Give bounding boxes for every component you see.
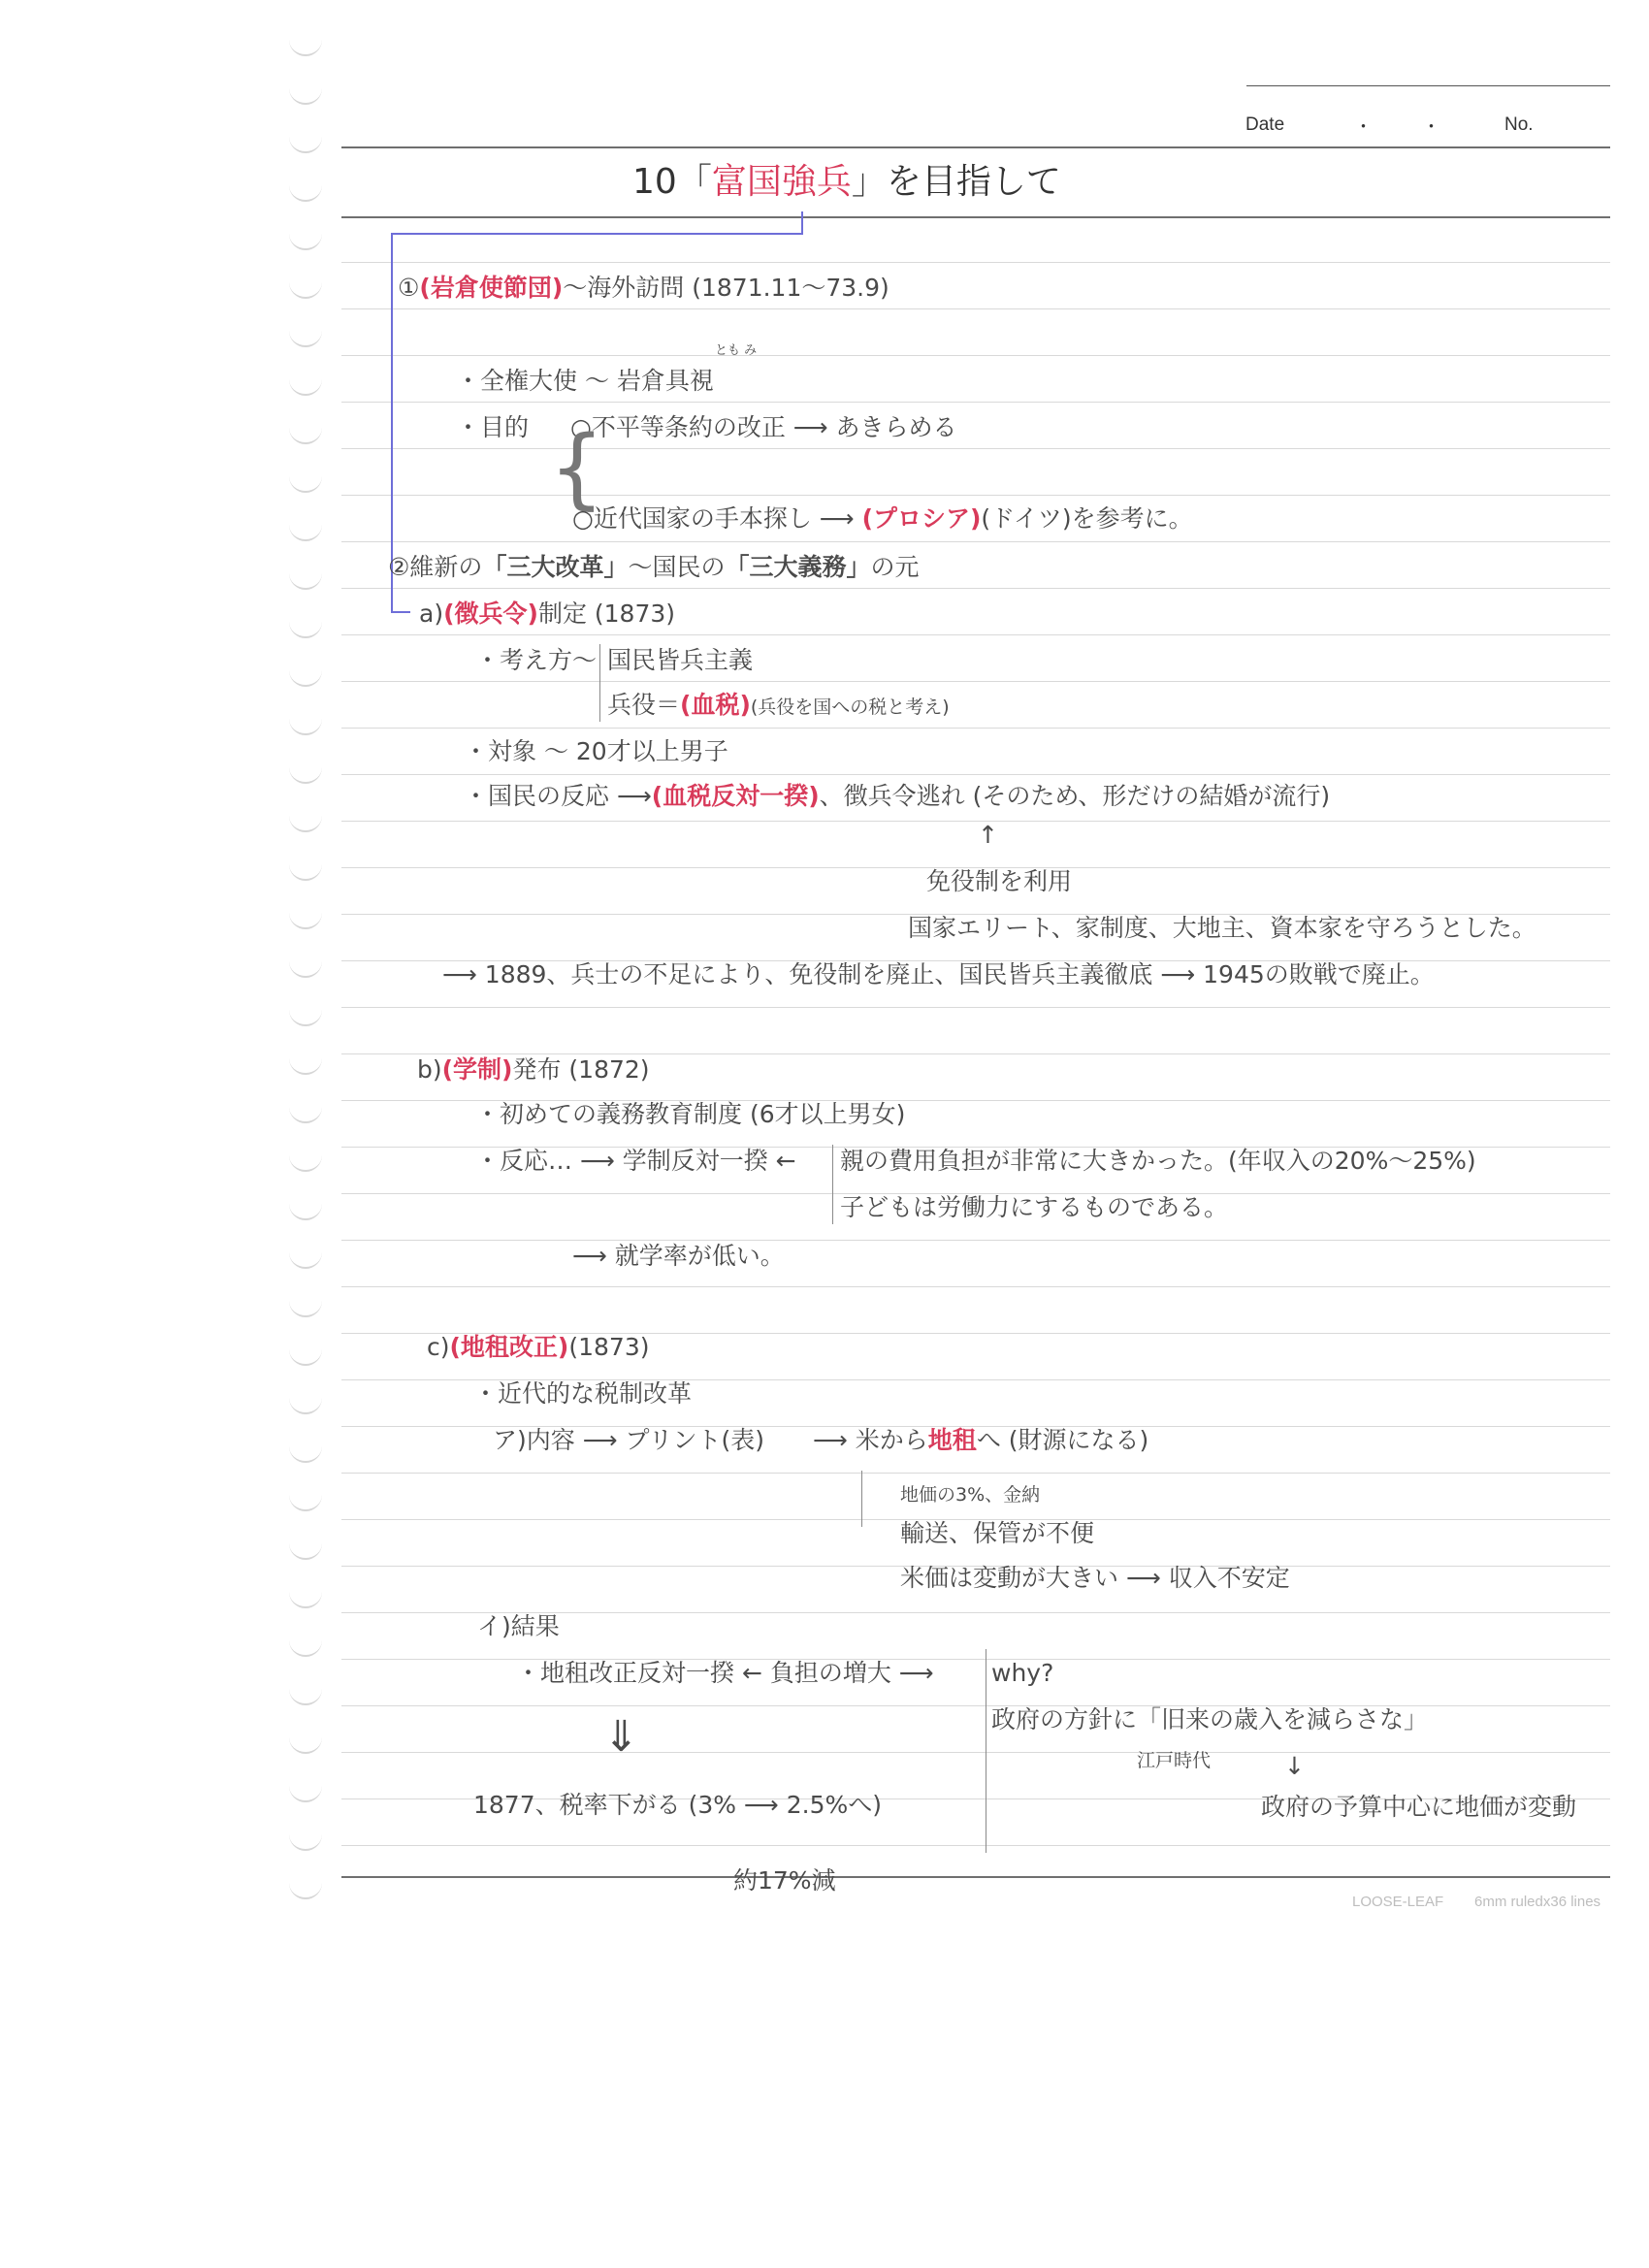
ruled-line: [341, 1240, 1610, 1241]
transport-note: 輸送、保管が不便: [900, 1519, 1095, 1547]
section-marker: ①: [398, 274, 420, 302]
binder-hole: [289, 764, 322, 784]
ruled-line: [341, 1752, 1610, 1753]
binder-hole: [289, 813, 322, 832]
ruled-line: [341, 308, 1610, 309]
bracket-line: [832, 1145, 833, 1224]
down-double-arrow: ⇓: [603, 1712, 639, 1762]
footer-brand: LOOSE-LEAF: [1352, 1894, 1444, 1910]
binder-hole: [289, 1249, 322, 1269]
heading-text: の元: [870, 553, 920, 581]
result-label: イ)結果: [477, 1612, 560, 1640]
policy-line: 政府の方針に「旧来の歳入を減らさな」: [991, 1705, 1429, 1733]
modern-tax-line: ・近代的な税制改革: [473, 1379, 693, 1408]
binder-hole: [289, 861, 322, 881]
title-number: 10: [632, 162, 677, 202]
envoy-line: ・全権大使 ～ 岩倉具視: [456, 367, 714, 395]
binder-hole: [289, 1201, 322, 1220]
idea-text: (兵役を国への税と考え): [750, 697, 950, 718]
highlight-term: 地租: [927, 1426, 977, 1454]
ruled-line: [341, 1007, 1610, 1008]
section-marker: ②: [388, 553, 410, 581]
binder-hole: [289, 1104, 322, 1123]
binder-hole: [289, 910, 322, 929]
binder-hole: [289, 279, 322, 299]
up-arrow: ↑: [978, 821, 998, 849]
binder-hole: [289, 85, 322, 105]
highlight-term: (岩倉使節団): [419, 274, 564, 302]
bracket-top: [391, 233, 803, 235]
revolt-line: ・地租改正反対一揆 ← 負担の増大 ⟶: [516, 1659, 934, 1687]
exemption-note: 国家エリート、家制度、大地主、資本家を守ろうとした。: [908, 914, 1536, 942]
heading-rest: 発布 (1872): [512, 1055, 650, 1084]
edo-period: 江戸時代: [1137, 1750, 1212, 1771]
highlight-term: (学制): [441, 1055, 513, 1084]
section-marker: a): [419, 599, 444, 628]
purpose-text: (ドイツ)を参考に。: [981, 504, 1193, 533]
binder-hole: [289, 1055, 322, 1075]
binder-hole: [289, 1298, 322, 1317]
ruled-line: [341, 728, 1610, 729]
ruled-line: [341, 1286, 1610, 1287]
date-dot: ・: [1422, 117, 1441, 138]
ruled-line: [341, 634, 1610, 635]
binder-hole: [289, 958, 322, 978]
ruled-line: [341, 1053, 1610, 1054]
section-1-heading: [398, 274, 889, 303]
date-underline: [1246, 85, 1610, 86]
target-line: ・対象 ～ 20才以上男子: [464, 737, 728, 765]
highlight-term: (血税): [680, 691, 751, 719]
ruled-line: [341, 588, 1610, 589]
binder-hole: [289, 1492, 322, 1511]
reaction-text: ・国民の反応 ⟶: [464, 782, 652, 810]
binder-hole: [289, 182, 322, 202]
binder-hole: [289, 1443, 322, 1463]
ruled-line: [341, 495, 1610, 496]
binder-hole: [289, 1152, 322, 1172]
idea-label: ・考え方～: [475, 646, 598, 674]
ruled-line: [341, 681, 1610, 682]
highlight-term: (地租改正): [449, 1333, 569, 1361]
tax-shift-line: [813, 1426, 1148, 1455]
heading-rest: ～海外訪問 (1871.11～73.9): [563, 274, 889, 302]
binder-hole: [289, 1686, 322, 1705]
binder-hole: [289, 1540, 322, 1560]
bracket-bottom: [391, 611, 410, 613]
shift-text: へ (財源になる): [976, 1426, 1149, 1454]
exemption-line: 免役制を利用: [926, 867, 1073, 895]
ruled-line: [341, 1473, 1610, 1474]
binder-hole: [289, 667, 322, 687]
purpose-item-1: ○不平等条約の改正 ⟶ あきらめる: [570, 413, 957, 441]
purpose-text: ○近代国家の手本探し ⟶: [572, 504, 862, 533]
three-reforms: 「三大改革」: [482, 553, 629, 581]
shift-text: ⟶ 米から: [813, 1426, 928, 1454]
title-highlight: 富国強兵: [711, 162, 852, 202]
heading-text: 維新の: [409, 553, 483, 581]
price-variation-line: 政府の予算中心に地価が変動: [1261, 1793, 1577, 1821]
binder-hole: [289, 1831, 322, 1851]
binder-hole: [289, 376, 322, 396]
number-label: No.: [1504, 114, 1534, 135]
binder-hole: [289, 1589, 322, 1608]
binder-hole: [289, 619, 322, 638]
tax-rate-line: 1877、税率下がる (3% ⟶ 2.5%へ): [473, 1791, 882, 1819]
rice-price-note: 米価は変動が大きい ⟶ 収入不安定: [900, 1564, 1290, 1592]
ruled-line: [341, 541, 1610, 542]
ruled-line: [341, 146, 1610, 148]
later-history: ⟶ 1889、兵士の不足により、免役制を廃止、国民皆兵主義徹底 ⟶ 1945の敗戦で廃止。: [442, 960, 1435, 988]
heading-text: ～国民の: [628, 553, 726, 581]
binder-hole: [289, 328, 322, 347]
ruled-line: [341, 402, 1610, 403]
ruled-line: [341, 1845, 1610, 1846]
reduction-note: 約17%減: [733, 1866, 836, 1895]
binder-hole: [289, 1783, 322, 1802]
section-marker: c): [427, 1333, 450, 1361]
heading-rest: 制定 (1873): [537, 599, 676, 628]
why-label: why?: [991, 1659, 1054, 1687]
section-c-heading: [427, 1333, 650, 1362]
content-line: ア)内容 ⟶ プリント(表): [493, 1426, 764, 1454]
binder-hole: [289, 1395, 322, 1414]
highlight-term: (プロシア): [861, 504, 982, 533]
heading-rest: (1873): [568, 1333, 650, 1361]
ruby-annotation: とも み: [715, 343, 758, 358]
first-compulsory-line: ・初めての義務教育制度 (6才以上男女): [475, 1100, 906, 1128]
ruled-line: [341, 448, 1610, 449]
bracket-line: [599, 644, 600, 722]
ruled-line: [341, 355, 1610, 356]
binder-hole: [289, 522, 322, 541]
ruled-line: [341, 216, 1610, 218]
binder-hole: [289, 425, 322, 444]
reaction-line: [464, 782, 1330, 811]
purpose-item-2: [572, 504, 1193, 534]
page-title: [632, 163, 1061, 202]
title-open-bracket: 「: [676, 162, 712, 202]
ruled-line: [341, 1876, 1610, 1878]
binder-hole: [289, 231, 322, 250]
title-close-bracket: 」: [851, 162, 887, 202]
title-rest: を目指して: [886, 162, 1061, 202]
idea-item-2: [607, 691, 950, 722]
brace: {: [549, 417, 605, 519]
section-marker: b): [417, 1055, 442, 1084]
enrollment-result: ⟶ 就学率が低い。: [572, 1242, 785, 1270]
reaction-text: 、徴兵令逃れ (そのため、形だけの結婚が流行): [819, 782, 1331, 810]
ruled-line: [341, 774, 1610, 775]
binder-hole: [289, 37, 322, 56]
binder-hole: [289, 1734, 322, 1754]
bracket-right: [801, 211, 803, 235]
ruled-line: [341, 821, 1610, 822]
binder-hole: [289, 1007, 322, 1026]
three-duties: 「三大義務」: [725, 553, 871, 581]
date-dot: ・: [1354, 117, 1374, 138]
binder-hole: [289, 1880, 322, 1899]
section-b-heading: [417, 1055, 650, 1085]
tax-rate-note: 地価の3%、金納: [900, 1484, 1041, 1506]
reason-2: 子どもは労働力にするものである。: [840, 1193, 1229, 1221]
idea-text: 兵役＝: [607, 691, 681, 719]
reason-1: 親の費用負担が非常に大きかった。(年収入の20%～25%): [840, 1147, 1476, 1175]
section-a-heading: [419, 599, 675, 629]
binder-hole: [289, 473, 322, 493]
binder-hole: [289, 1637, 322, 1657]
binder-hole: [289, 570, 322, 590]
date-label: Date: [1245, 114, 1285, 135]
highlight-term: (徴兵令): [443, 599, 538, 628]
ruled-line: [341, 262, 1610, 263]
idea-item-1: 国民皆兵主義: [607, 646, 754, 674]
down-arrow: ↓: [1284, 1752, 1305, 1780]
footer-spec: 6mm ruledx36 lines: [1474, 1894, 1601, 1910]
highlight-term: (血税反対一揆): [651, 782, 820, 810]
bracket-line: [861, 1471, 862, 1527]
binder-hole: [289, 134, 322, 153]
section-2-heading: [388, 553, 920, 582]
reaction-line: ・反応… ⟶ 学制反対一揆 ←: [475, 1147, 796, 1175]
binder-hole: [289, 716, 322, 735]
binder-hole: [289, 1346, 322, 1366]
purpose-label: ・目的: [456, 413, 530, 441]
